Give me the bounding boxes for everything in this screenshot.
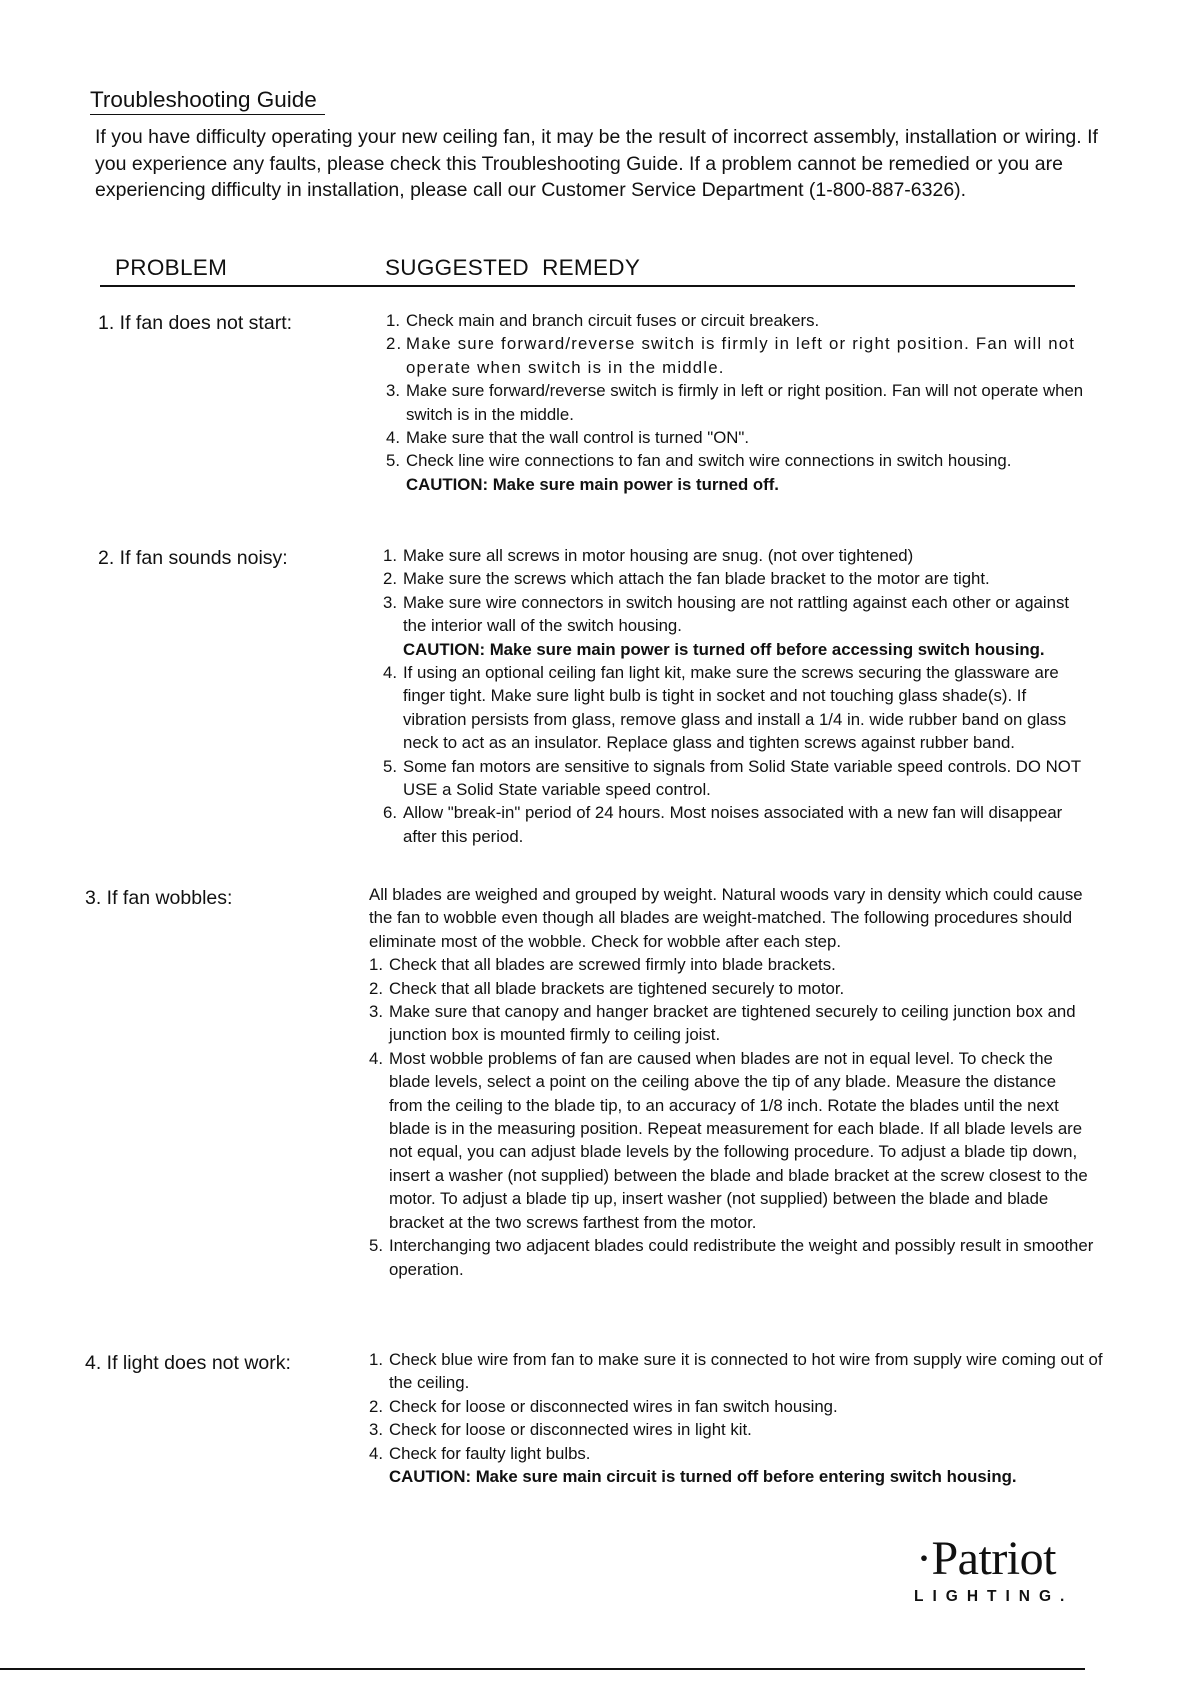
logo-wordmark: ·Patriot <box>916 1532 1056 1585</box>
problem-label-1: 1. If fan does not start: <box>98 312 293 334</box>
remedy-list-1 <box>386 309 1116 496</box>
footer-rule <box>0 1668 1085 1670</box>
logo-subtitle: LIGHTING. <box>914 1588 1074 1605</box>
problem-label-3: 3. If fan wobbles: <box>85 887 233 909</box>
header-rule <box>100 285 1075 287</box>
list-item: 3. Make sure that canopy and hanger bracket are tightened securely to ceiling junction box and junction box is mounted firmly to ceiling joist. <box>369 1002 1076 1045</box>
list-item: 2. Make sure forward/reverse switch is firmly in left or right position. Fan will not operate when switch is in the middle. <box>386 334 1076 377</box>
caution-note: CAUTION: Make sure main circuit is turned off before entering switch housing. <box>389 1467 1017 1487</box>
list-item: 2. Make sure the screws which attach the fan blade bracket to the motor are tight. <box>383 569 990 589</box>
list-item: 5. Interchanging two adjacent blades could redistribute the weight and possibly result in smoother operation. <box>369 1236 1094 1279</box>
list-item: 6. Allow "break-in" period of 24 hours. Most noises associated with a new fan will disappear after this period. <box>383 803 1063 846</box>
list-item: 2. Check that all blade brackets are tightened securely to motor. <box>369 978 845 998</box>
list-item: 4. If using an optional ceiling fan light kit, make sure the screws securing the glassware are finger tight. Make sure light bulb is tight in socket and not touching glass shade(s). If vibration persists from glass, remove glass and install a 1/4 in. wide rubber band on glass neck to act as an insulator. Replace glass and tighten screws against rubber band. <box>383 663 1067 753</box>
list-item: 1. Check blue wire from fan to make sure it is connected to hot wire from supply wire coming out of the ceiling. <box>369 1350 1103 1393</box>
caution-note: CAUTION: Make sure main power is turned off. <box>406 474 779 494</box>
list-item: 5. Check line wire connections to fan and switch wire connections in switch housing. <box>386 451 1012 471</box>
list-item: 1. Make sure all screws in motor housing are snug. (not over tightened) <box>383 546 914 565</box>
list-item: 3. Make sure wire connectors in switch housing are not rattling against each other or against the interior wall of the switch housing. <box>383 592 1070 636</box>
list-item: 4. Make sure that the wall control is turned "ON". <box>386 428 750 448</box>
problem-label-2: 2. If fan sounds noisy: <box>98 547 288 569</box>
patriot-lighting-logo <box>912 1532 1087 1612</box>
list-item: 4. Check for faulty light bulbs. <box>369 1443 591 1463</box>
list-item: 3. Make sure forward/reverse switch is firmly in left or right position. Fan will not operate when switch is in the middle. <box>386 381 1084 424</box>
problem-header: PROBLEM <box>115 255 228 280</box>
remedy-header: SUGGESTED REMEDY <box>385 255 641 280</box>
page-title: Troubleshooting Guide <box>90 86 325 115</box>
list-item: 3. Check for loose or disconnected wires in light kit. <box>369 1420 752 1440</box>
list-item: 5. Some fan motors are sensitive to signals from Solid State variable speed controls. DO NOT USE a Solid State variable speed control. <box>383 756 1081 800</box>
list-item: 2. Check for loose or disconnected wires in fan switch housing. <box>369 1396 838 1416</box>
list-item: 1. Check that all blades are screwed firmly into blade brackets. <box>369 955 836 975</box>
list-item: 4. Most wobble problems of fan are caused when blades are not in equal level. To check the blade levels, select a point on the ceiling above the tip of any blade. Measure the distance from the ceiling to the blade tip, to an accuracy of 1/8 inch. Rotate the blades until the next blade is in the measuring position. Repeat measurement for each blade. If all blade levels are not equal, you can adjust blade levels by the following procedure. To adjust a blade tip down, insert a washer (not supplied) between the blade and blade bracket at the screw closest to the motor. To adjust a blade tip up, insert washer (not supplied) between the blade and blade bracket at the two screws farthest from the motor. <box>369 1048 1088 1232</box>
list-item: 1. Check main and branch circuit fuses or circuit breakers. <box>386 311 820 330</box>
remedy-list-4 <box>369 1348 1109 1488</box>
remedy-list-3 <box>369 883 1094 1281</box>
wobble-intro: All blades are weighed and grouped by weight. Natural woods vary in density which could cause the fan to wobble even though all blades are weight-matched. The following procedures should eliminate most of the wobble. Check for wobble after each step. <box>369 885 1083 951</box>
problem-label-4: 4. If light does not work: <box>85 1352 291 1374</box>
remedy-list-2 <box>383 544 1083 848</box>
caution-note: CAUTION: Make sure main power is turned off before accessing switch housing. <box>403 639 1045 659</box>
intro-paragraph: If you have difficulty operating your new ceiling fan, it may be the result of incorrect assembly, installation or wiring. If you experience any faults, please check this Troubleshooting Guide. If a problem cannot be remedied or you are experiencing difficulty in installation, please call our Customer Service Department (1-800-887-6326). <box>95 126 1098 201</box>
